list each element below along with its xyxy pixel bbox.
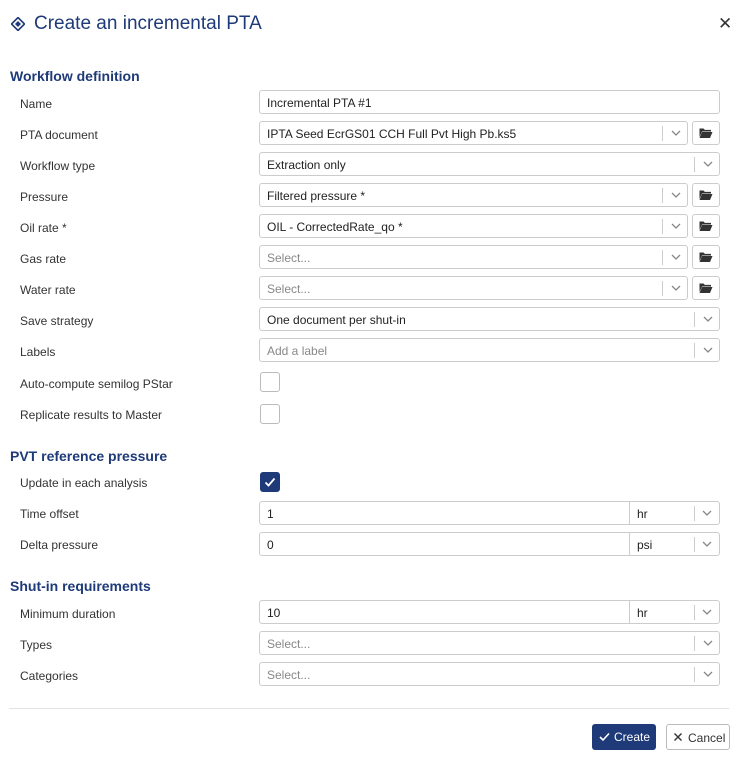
save-strategy-value: One document per shut-in — [267, 313, 406, 327]
chevron-down-icon[interactable] — [701, 157, 715, 171]
pta-document-select[interactable] — [259, 121, 688, 145]
divider — [694, 667, 695, 682]
pressure-select[interactable] — [259, 183, 688, 207]
divider — [694, 312, 695, 327]
delta-pressure-input[interactable] — [259, 532, 630, 556]
chevron-down-icon[interactable] — [701, 343, 715, 357]
water-rate-browse-button[interactable] — [692, 276, 720, 300]
types-label: Types — [20, 638, 53, 652]
replicate-label: Replicate results to Master — [20, 408, 163, 422]
pta-document-value: IPTA Seed EcrGS01 CCH Full Pvt High Pb.ks5 — [267, 127, 517, 141]
labels-label: Labels — [20, 345, 56, 359]
delta-pressure-unit-select[interactable] — [629, 532, 720, 556]
pressure-browse-button[interactable] — [692, 183, 720, 207]
oil-rate-browse-button[interactable] — [692, 214, 720, 238]
chevron-down-icon[interactable] — [701, 636, 715, 650]
name-input[interactable] — [259, 90, 720, 114]
delta-pressure-unit: psi — [637, 538, 653, 552]
water-rate-placeholder: Select... — [267, 282, 311, 296]
divider — [662, 250, 663, 265]
divider — [662, 188, 663, 203]
oil-rate-value: OIL - CorrectedRate_qo * — [267, 220, 403, 234]
delta-pressure-label: Delta pressure — [20, 538, 99, 552]
checkmark-icon — [264, 476, 276, 488]
footer-divider — [9, 708, 729, 709]
workflow-type-select[interactable] — [259, 152, 720, 176]
categories-select[interactable] — [259, 662, 720, 686]
pta-document-browse-button[interactable] — [692, 121, 720, 145]
chevron-down-icon[interactable] — [701, 667, 715, 681]
chevron-down-icon[interactable] — [700, 605, 714, 619]
save-strategy-select[interactable] — [259, 307, 720, 331]
time-offset-unit: hr — [637, 507, 648, 521]
chevron-down-icon[interactable] — [669, 188, 683, 202]
workflow-type-label: Workflow type — [20, 159, 96, 173]
dialog-header — [0, 0, 737, 50]
divider — [694, 343, 695, 358]
workflow-type-value: Extraction only — [267, 158, 346, 172]
divider — [694, 506, 695, 521]
oil-rate-label: Oil rate * — [20, 221, 67, 235]
divider — [694, 537, 695, 552]
divider — [694, 157, 695, 172]
water-rate-select[interactable] — [259, 276, 688, 300]
delta-pressure-value: 0 — [267, 538, 274, 552]
time-offset-value: 1 — [267, 507, 274, 521]
folder-open-icon — [699, 251, 713, 263]
chevron-down-icon[interactable] — [669, 250, 683, 264]
section-shut-in-requirements: Shut-in requirements — [10, 578, 151, 594]
types-select[interactable] — [259, 631, 720, 655]
chevron-down-icon[interactable] — [700, 537, 714, 551]
min-duration-unit-select[interactable] — [629, 600, 720, 624]
folder-open-icon — [699, 127, 713, 139]
save-strategy-label: Save strategy — [20, 314, 94, 328]
create-button[interactable] — [592, 724, 656, 750]
pressure-label: Pressure — [20, 190, 69, 204]
divider — [662, 281, 663, 296]
pta-document-label: PTA document — [20, 128, 98, 142]
folder-open-icon — [699, 282, 713, 294]
name-value: Incremental PTA #1 — [267, 96, 372, 110]
min-duration-input[interactable] — [259, 600, 630, 624]
time-offset-label: Time offset — [20, 507, 79, 521]
labels-placeholder: Add a label — [267, 344, 328, 358]
divider — [662, 219, 663, 234]
auto-compute-label: Auto-compute semilog PStar — [20, 377, 173, 391]
labels-input[interactable] — [259, 338, 720, 362]
categories-label: Categories — [20, 669, 79, 683]
types-placeholder: Select... — [267, 637, 311, 651]
gas-rate-browse-button[interactable] — [692, 245, 720, 269]
replicate-checkbox[interactable] — [260, 404, 280, 424]
cancel-button-label: Cancel — [688, 731, 726, 745]
app-logo-icon — [11, 17, 25, 31]
dialog-title: Create an incremental PTA — [34, 13, 262, 34]
checkmark-icon — [599, 732, 610, 742]
update-label: Update in each analysis — [20, 476, 148, 490]
create-button-label: Create — [614, 730, 651, 744]
section-workflow-definition: Workflow definition — [10, 68, 140, 84]
oil-rate-select[interactable] — [259, 214, 688, 238]
chevron-down-icon[interactable] — [701, 312, 715, 326]
divider — [694, 605, 695, 620]
chevron-down-icon[interactable] — [669, 126, 683, 140]
categories-placeholder: Select... — [267, 668, 311, 682]
cancel-button[interactable] — [666, 724, 730, 750]
min-duration-unit: hr — [637, 606, 648, 620]
gas-rate-select[interactable] — [259, 245, 688, 269]
section-pvt-reference-pressure: PVT reference pressure — [10, 448, 168, 464]
chevron-down-icon[interactable] — [669, 281, 683, 295]
gas-rate-label: Gas rate — [20, 252, 67, 266]
chevron-down-icon[interactable] — [700, 506, 714, 520]
update-checkbox[interactable] — [260, 472, 280, 492]
water-rate-label: Water rate — [20, 283, 76, 297]
min-duration-value: 10 — [267, 606, 281, 620]
divider — [694, 636, 695, 651]
min-duration-label: Minimum duration — [20, 607, 116, 621]
time-offset-input[interactable] — [259, 501, 630, 525]
chevron-down-icon[interactable] — [669, 219, 683, 233]
pressure-value: Filtered pressure * — [267, 189, 366, 203]
close-icon[interactable]: ✕ — [718, 14, 733, 33]
name-label: Name — [20, 97, 53, 111]
auto-compute-checkbox[interactable] — [260, 372, 280, 392]
folder-open-icon — [699, 189, 713, 201]
folder-open-icon — [699, 220, 713, 232]
close-icon — [673, 732, 683, 742]
divider — [662, 126, 663, 141]
gas-rate-placeholder: Select... — [267, 251, 311, 265]
time-offset-unit-select[interactable] — [629, 501, 720, 525]
